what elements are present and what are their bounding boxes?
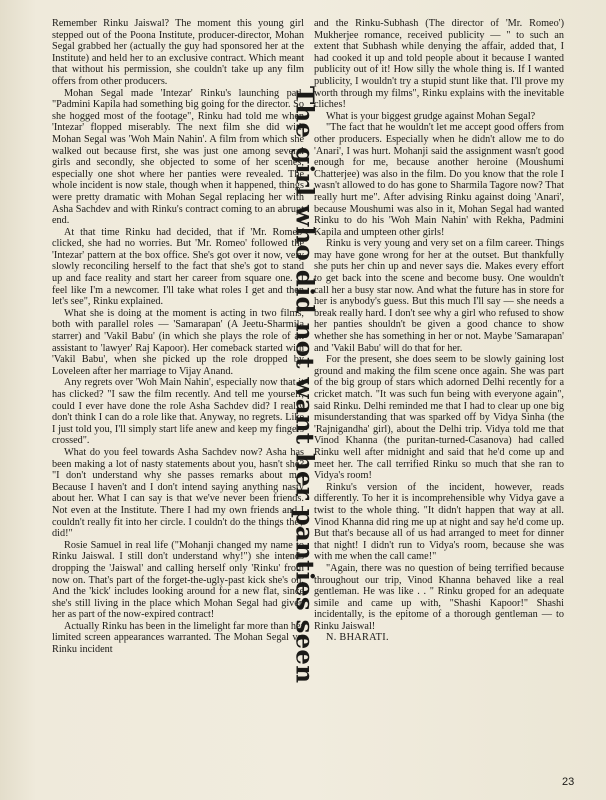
byline: N. BHARATI. <box>326 632 389 644</box>
page-number: 23 <box>562 776 575 788</box>
paragraph: "The fact that he wouldn't let me accept good offers from other producers. Especially when he didn't allow me to do 'Anari', I was hurt. Mohanji said the assignment wasn't good enough for me, because another heroine (Moushumi Chatterjee) was also in the film. Do you know that the role I wasn't allowed to do has gone to Sharmila Tagore now? That really hurt me". After advising Rinku against doing 'Anari', because Moushumi was also in it, Mohan Segal had wanted Rinku to do his 'Woh Main Nahin' with Rekha, Padmini Kapila and umpteen other girls! <box>314 122 564 238</box>
paragraph: Any regrets over 'Woh Main Nahin', especially now that it has clicked? "I saw the film recently. And tell me yourself, could I ever have done the role Asha Sachdev did? I really don't think I can do a role like that. Anyway, no regrets. Like I just told you, I'll simply start life anew and keep my fingers crossed". <box>52 377 304 447</box>
article-column-right <box>314 18 564 644</box>
paragraph: Rosie Samuel in real life ("Mohanji changed my name to Rinku Jaiswal. I still don't understand why!") she intends dropping the 'Jaiswal' and calling herself only 'Rinku' from now on. That's part of the forget-the-ugly-past kick she's on. And the 'kick' includes looking around for a new flat, since she's still living in the place which Mohan Segal had given her as part of the now-expired contract! <box>52 539 304 621</box>
paragraph: At that time Rinku had decided, that if 'Mr. Romeo' clicked, she had no worries. But 'Mr. Romeo' followed the 'Intezar' pattern at the box office. She's got over it now, very slowly reconciling herself to the fact that she's got to stand up and face reality and start her career from square one. "I feel like I'm a newcomer. I'll take what roles I get and then let's see", Rinku explained. <box>52 226 304 308</box>
paragraph: "Again, there was no question of being terrified because throughout our trip, Vinod Khanna behaved like a real gentleman. He was like . . " Rinku groped for an adequate simile and came up with, "Shashi Kapoor!" Shashi incidentally, is the epitome of a thorough gentleman — to Rinku Jaiswal! <box>314 562 564 632</box>
paragraph: Rinku is very young and very set on a film career. Things may have gone wrong for her at the outset. But thankfully she puts her chin up and never says die. Makes every effort to get back into the scene and become busy. One wouldn't call her a busy star now. And what the future has in store for her is anybody's guess. But this much I'll say — she needs a break really hard. I don't see why a girl who refused to show her panties shouldn't be given a good chance to show whether she has something in her or not. Maybe 'Samarapan' and 'Vakil Babu' will do that for her. <box>314 238 564 354</box>
paragraph: Actually Rinku has been in the limelight far more than her limited screen appearances warranted. The Mohan Segal vs. Rinku incident <box>52 620 304 656</box>
paragraph: What is your biggest grudge against Mohan Segal? <box>326 110 536 122</box>
article-column-left <box>52 18 304 656</box>
paragraph: Rinku's version of the incident, however, reads differently. To her it is incomprehensible why Vidya gave a twist to the whole thing. "It didn't happen that way at all. Vinod Khanna did ring me up at night and say he'd come up. But that's because all of us had arranged to meet for dinner that night! I didn't run to Vidya's room, because she was with me when the call came!" <box>314 481 564 563</box>
paragraph: For the present, she does seem to be slowly gaining lost ground and making the film scene once again. She was part of the big group of stars which adorned Delhi recently for a cricket match. "It was such fun being with everyone again", said Rinku. Delhi reminded me that I had to clear up one big misunderstanding that was sparked off by Vidya Sinha (the 'Rajnigandha' girl), about the Delhi trip. Vidya told me that Vinod Khanna (the puritan-turned-Casanova) had called Rinku well after midnight and said that he'd come up and meet her. The call terrified Rinku so much that she ran to Vidya's room! <box>314 354 564 482</box>
paragraph: Remember Rinku Jaiswal? The moment this young girl stepped out of the Poona Institute, producer-director, Mohan Segal grabbed her (actually the guy had sponsored her at the Institute) and held her to an exclusive contract. Which meant that without his permission, she couldn't take up any film offers from other producers. <box>52 18 304 87</box>
paragraph: What she is doing at the moment is acting in two films, both with parallel roles — 'Samarapan' (A Jeetu-Sharmila starrer) and 'Vakil Babu' (in which she plays the role of an assistant to 'lawyer' Raj Kapoor). Her comeback started with 'Vakil Babu', when she picked up the role dropped by Loveleen after her marriage to Vijay Anand. <box>52 307 304 377</box>
paragraph: and the Rinku-Subhash (The director of 'Mr. Romeo') Mukherjee romance, received publicity — " to such an extent that Subhash while denying the affair, added that, I had cooked it up and told people about it because I wanted publicity out of it! How silly the whole thing is. If I wanted publicity, I wouldn't try a stupid stunt like that. I'll prove my worth through my films", Rinku explains with the inevitable cliches! <box>314 18 564 111</box>
paragraph: What do you feel towards Asha Sachdev now? Asha has been making a lot of nasty statements about you, hasn't she? "I don't understand why she passes remarks about me. Because I haven't and I don't intend saying anything nasty about her. What I can say is that we've never been friends. Not even at the Institute. There I had my own friends and I couldn't really fit into her circle. I couldn't do the things they did!" <box>52 446 304 540</box>
headline: The girl who did not want her panties seen <box>290 86 320 684</box>
paragraph: Mohan Segal made 'Intezar' Rinku's launching pad. "Padmini Kapila had something big going for the director. So she hogged most of the footage", Rinku had told me when 'Intezar' flopped miserably. The next film she did with Mohan Segal was 'Woh Main Nahin'. A film from which she walked out because first, she was just one among several girls and secondly, she objected to some of her scenes, especially one shot where her panties were revealed. The whole incident is now stale, though when it happened, things were pretty dramatic with Mohan Segal replacing her with Asha Sachdev and with Rinku's contract coming to an abrupt end. <box>52 87 304 227</box>
